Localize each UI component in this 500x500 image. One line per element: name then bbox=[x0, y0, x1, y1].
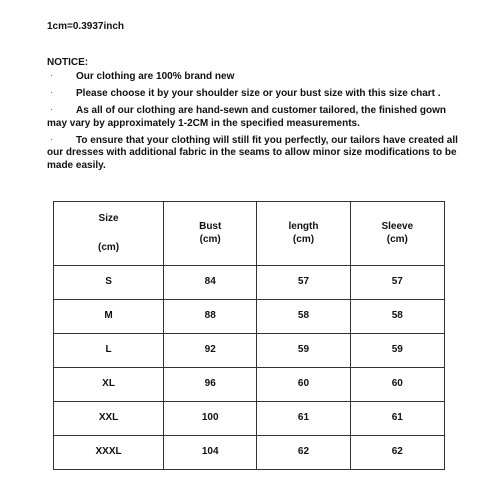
column-header-label: length bbox=[288, 221, 319, 232]
cell-sleeve: 59 bbox=[350, 334, 444, 368]
notice-item-text: As all of our clothing are hand-sewn and customer tailored, the finished gown may vary by approximately 1-2CM in the specified measurements. bbox=[47, 105, 447, 129]
notice-item-text: Please choose it by your shoulder size or your bust size with this size chart . bbox=[76, 88, 441, 100]
cell-sleeve: 57 bbox=[350, 266, 444, 300]
cell-sleeve: 61 bbox=[350, 402, 444, 436]
cell-length: 62 bbox=[257, 436, 350, 470]
table-row bbox=[54, 266, 445, 300]
cell-length: 58 bbox=[257, 300, 350, 334]
cell-size: XL bbox=[54, 368, 164, 402]
column-header-unit: (cm) bbox=[199, 233, 221, 245]
cell-length: 57 bbox=[257, 266, 350, 300]
notice-item-text: Our clothing are 100% brand new bbox=[76, 71, 235, 82]
column-header-sleeve bbox=[350, 202, 444, 266]
cell-sleeve: 58 bbox=[350, 300, 444, 334]
notice-item bbox=[47, 71, 462, 84]
table-row bbox=[54, 334, 445, 368]
cell-size: XXL bbox=[54, 402, 164, 436]
size-chart-table bbox=[53, 201, 445, 470]
table-row bbox=[54, 300, 445, 334]
cell-bust: 92 bbox=[164, 334, 257, 368]
notice-item-text: To ensure that your clothing will still fit you perfectly, our tailors have created all our dresses with additional fabric in the seams to allow minor size modifications to be made easily. bbox=[47, 134, 458, 171]
column-header-unit: (cm) bbox=[386, 233, 408, 245]
bullet-icon: · bbox=[50, 87, 54, 99]
column-header-size bbox=[54, 202, 164, 266]
cell-length: 61 bbox=[257, 402, 350, 436]
cell-size: L bbox=[54, 334, 164, 368]
cell-bust: 104 bbox=[164, 436, 257, 470]
cell-sleeve: 60 bbox=[350, 368, 444, 402]
bullet-icon: · bbox=[50, 70, 54, 81]
notice-item bbox=[47, 135, 462, 173]
column-header-length bbox=[257, 202, 350, 266]
column-header-unit: (cm) bbox=[292, 233, 315, 245]
bullet-icon: · bbox=[50, 104, 54, 116]
cell-length: 60 bbox=[257, 368, 350, 402]
table-row bbox=[54, 368, 445, 402]
notice-heading: NOTICE: bbox=[47, 57, 89, 68]
cell-bust: 100 bbox=[164, 402, 257, 436]
cell-size: S bbox=[54, 266, 164, 300]
cell-size: XXXL bbox=[54, 436, 164, 470]
table-header-row bbox=[54, 202, 445, 266]
cell-bust: 96 bbox=[164, 368, 257, 402]
bullet-icon: · bbox=[50, 133, 54, 145]
column-header-label: Bust bbox=[199, 221, 222, 232]
table-row bbox=[54, 436, 445, 470]
cell-length: 59 bbox=[257, 334, 350, 368]
notice-item bbox=[47, 88, 462, 101]
cell-sleeve: 62 bbox=[350, 436, 444, 470]
cell-bust: 88 bbox=[164, 300, 257, 334]
cell-bust: 84 bbox=[164, 266, 257, 300]
column-header-label: Size bbox=[98, 212, 119, 224]
unit-conversion: 1cm=0.3937inch bbox=[47, 21, 124, 32]
column-header-bust bbox=[164, 202, 257, 266]
column-header-label: Sleeve bbox=[381, 221, 414, 232]
cell-size: M bbox=[54, 300, 164, 334]
notice-list bbox=[47, 71, 462, 177]
table-row bbox=[54, 402, 445, 436]
notice-item bbox=[47, 105, 462, 130]
column-header-unit: (cm) bbox=[97, 242, 120, 253]
